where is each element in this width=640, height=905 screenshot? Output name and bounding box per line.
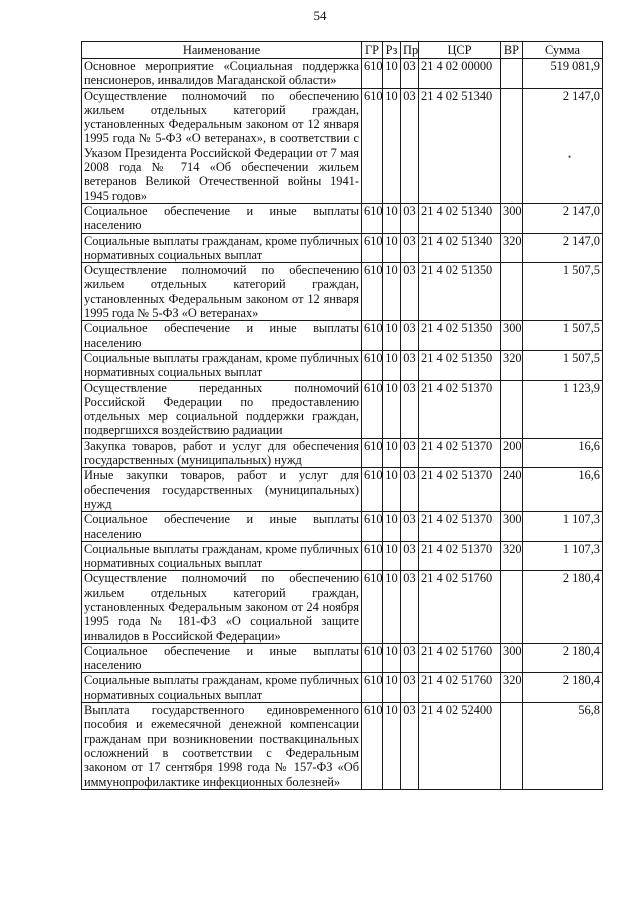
cell-vr: 300 [501,203,523,233]
cell-csr: 21 4 02 51370 [419,512,501,542]
cell-rz: 10 [383,233,401,263]
cell-name: Выплата государственного единовременного пособия и ежемесячной денежной компенсации гражданам при возникновении поствакцинальных осложнений в соответствии с Федеральным законом от 17 сентября 1998 года № 157-ФЗ «Об иммунопрофилактике инфекционных болезней» [82,703,362,790]
cell-vr [501,703,523,790]
cell-name: Социальные выплаты гражданам, кроме публичных нормативных социальных выплат [82,673,362,703]
cell-name: Осуществление полномочий по обеспечению жильем отдельных категорий граждан, установленных Федеральным законом от 12 января 1995 года № 5-ФЗ «О ветеранах», в соответствии с Указом Президента Российской Федерации от 7 мая 2008 года № 714 «Об обеспечении жильем ветеранов Великой Отечественной войны 1941-1945 годов» [82,88,362,203]
cell-vr: 300 [501,321,523,351]
cell-name: Осуществление полномочий по обеспечению жильем отдельных категорий граждан, установленных Федеральным законом от 12 января 1995 года № 5-ФЗ «О ветеранах» [82,263,362,321]
header-vr: ВР [501,42,523,59]
table-row [82,512,603,542]
cell-sum: 16,6 [523,468,603,512]
cell-rz: 10 [383,673,401,703]
cell-rz: 10 [383,541,401,571]
cell-rz: 10 [383,643,401,673]
cell-gr: 610 [362,571,383,643]
cell-rz: 10 [383,59,401,89]
cell-sum: 2 180,4 [523,673,603,703]
cell-rz: 10 [383,703,401,790]
cell-sum: 1 507,5 [523,350,603,380]
cell-gr: 610 [362,643,383,673]
cell-vr: 240 [501,468,523,512]
cell-rz: 10 [383,468,401,512]
cell-sum: 2 147,0 [523,88,603,203]
cell-name: Основное мероприятие «Социальная поддержка пенсионеров, инвалидов Магаданской области» [82,59,362,89]
cell-csr: 21 4 02 51370 [419,468,501,512]
table-row [82,673,603,703]
header-csr: ЦСР [419,42,501,59]
table-row [82,350,603,380]
cell-rz: 10 [383,88,401,203]
cell-pr: 03 [401,350,419,380]
cell-rz: 10 [383,571,401,643]
cell-vr [501,59,523,89]
table-row [82,233,603,263]
header-sum: Сумма [523,42,603,59]
table-row [82,88,603,203]
cell-pr: 03 [401,59,419,89]
cell-gr: 610 [362,541,383,571]
cell-vr: 320 [501,541,523,571]
cell-rz: 10 [383,438,401,468]
cell-sum: 16,6 [523,438,603,468]
cell-pr: 03 [401,512,419,542]
cell-name: Социальные выплаты гражданам, кроме публичных нормативных социальных выплат [82,350,362,380]
cell-gr: 610 [362,703,383,790]
cell-pr: 03 [401,643,419,673]
cell-pr: 03 [401,233,419,263]
table-row [82,643,603,673]
cell-csr: 21 4 02 51370 [419,380,501,438]
cell-csr: 21 4 02 51760 [419,571,501,643]
cell-pr: 03 [401,321,419,351]
cell-rz: 10 [383,512,401,542]
cell-gr: 610 [362,233,383,263]
cell-vr: 300 [501,643,523,673]
table-row [82,203,603,233]
cell-sum: 1 107,3 [523,512,603,542]
cell-gr: 610 [362,438,383,468]
cell-sum: 56,8 [523,703,603,790]
cell-csr: 21 4 02 51340 [419,88,501,203]
cell-name: Социальное обеспечение и иные выплаты населению [82,512,362,542]
table-row [82,321,603,351]
cell-vr: 320 [501,350,523,380]
cell-csr: 21 4 02 51760 [419,643,501,673]
cell-vr: 320 [501,673,523,703]
table-row [82,703,603,790]
cell-gr: 610 [362,88,383,203]
cell-sum: 2 180,4 [523,643,603,673]
cell-sum: 1 507,5 [523,321,603,351]
cell-csr: 21 4 02 51760 [419,673,501,703]
table-row [82,541,603,571]
cell-vr: 200 [501,438,523,468]
cell-gr: 610 [362,203,383,233]
cell-gr: 610 [362,380,383,438]
cell-pr: 03 [401,203,419,233]
cell-rz: 10 [383,203,401,233]
cell-vr: 300 [501,512,523,542]
cell-vr [501,263,523,321]
header-pr: Пр [401,42,419,59]
cell-sum: 1 107,3 [523,541,603,571]
cell-csr: 21 4 02 51370 [419,438,501,468]
cell-gr: 610 [362,321,383,351]
page-number: 54 [313,8,327,23]
cell-sum: 2 147,0 [523,233,603,263]
cell-pr: 03 [401,88,419,203]
cell-name: Социальное обеспечение и иные выплаты населению [82,643,362,673]
cell-rz: 10 [383,350,401,380]
header-gr: ГР [362,42,383,59]
cell-sum: 1 123,9 [523,380,603,438]
cell-csr: 21 4 02 51370 [419,541,501,571]
cell-sum: 2 147,0 [523,203,603,233]
cell-rz: 10 [383,263,401,321]
cell-pr: 03 [401,541,419,571]
cell-sum: 1 507,5 [523,263,603,321]
cell-csr: 21 4 02 51350 [419,350,501,380]
cell-gr: 610 [362,59,383,89]
table-header-row [82,42,603,59]
cell-csr: 21 4 02 51340 [419,203,501,233]
cell-sum: 2 180,4 [523,571,603,643]
cell-gr: 610 [362,512,383,542]
cell-name: Иные закупки товаров, работ и услуг для обеспечения государственных (муниципальных) нужд [82,468,362,512]
cell-csr: 21 4 02 51350 [419,321,501,351]
cell-vr [501,88,523,203]
table-body [82,59,603,790]
cell-name: Социальные выплаты гражданам, кроме публичных нормативных социальных выплат [82,233,362,263]
cell-name: Осуществление полномочий по обеспечению жильем отдельных категорий граждан, установленных Федеральным законом от 24 ноября 1995 года № 181-ФЗ «О социальной защите инвалидов в Российской Федерации» [82,571,362,643]
cell-pr: 03 [401,571,419,643]
cell-gr: 610 [362,263,383,321]
cell-vr: 320 [501,233,523,263]
table-row [82,263,603,321]
budget-table [81,41,603,790]
cell-sum: 519 081,9 [523,59,603,89]
cell-csr: 21 4 02 00000 [419,59,501,89]
cell-pr: 03 [401,468,419,512]
cell-pr: 03 [401,703,419,790]
table-row [82,438,603,468]
cell-name: Социальное обеспечение и иные выплаты населению [82,203,362,233]
cell-gr: 610 [362,350,383,380]
table-row [82,59,603,89]
cell-vr [501,571,523,643]
cell-pr: 03 [401,263,419,321]
cell-vr [501,380,523,438]
cell-gr: 610 [362,468,383,512]
cell-gr: 610 [362,673,383,703]
cell-rz: 10 [383,321,401,351]
cell-csr: 21 4 02 51350 [419,263,501,321]
cell-csr: 21 4 02 52400 [419,703,501,790]
cell-pr: 03 [401,673,419,703]
header-rz: Рз [383,42,401,59]
cell-rz: 10 [383,380,401,438]
table-row [82,380,603,438]
cell-csr: 21 4 02 51340 [419,233,501,263]
cell-pr: 03 [401,438,419,468]
table-row [82,468,603,512]
header-name: Наименование [82,42,362,59]
cell-name: Осуществление переданных полномочий Российской Федерации по предоставлению отдельных мер социальной поддержки граждан, подвергшихся воздействию радиации [82,380,362,438]
cell-name: Социальное обеспечение и иные выплаты населению [82,321,362,351]
table-row [82,571,603,643]
cell-pr: 03 [401,380,419,438]
cell-name: Социальные выплаты гражданам, кроме публичных нормативных социальных выплат [82,541,362,571]
scan-speck: • [568,152,572,162]
cell-name: Закупка товаров, работ и услуг для обеспечения государственных (муниципальных) нужд [82,438,362,468]
